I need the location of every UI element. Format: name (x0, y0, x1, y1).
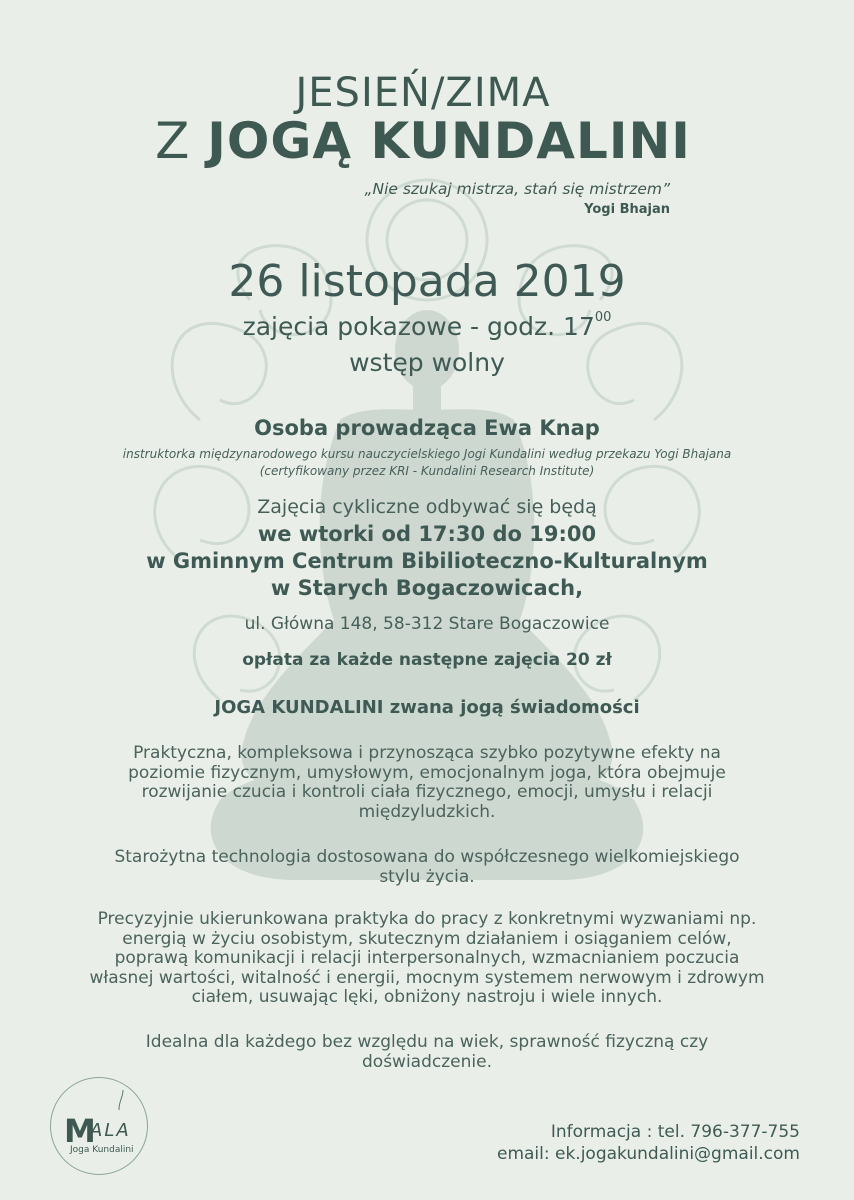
classes-where-1: w Gminnym Centrum Bibilioteczno-Kulturalnym (146, 549, 708, 573)
contact-phone: Informacja : tel. 796-377-755 (550, 1122, 800, 1142)
text-line: rozwijanie czucia i kontroli ciała fizycznego, emocji, umysłu i relacji (141, 782, 713, 802)
text-line: energią w życiu osobistym, skutecznym działaniem i osiąganiem celów, (122, 928, 732, 949)
text-line: poprawą komunikacji i relacji interpersonalnych, wzmacnianiem poczucia (114, 948, 740, 968)
classes-when: we wtorki od 17:30 do 19:00 (257, 522, 597, 546)
classes-address: ul. Główna 148, 58-312 Stare Bogaczowice (244, 614, 610, 634)
contact-email[interactable]: email: ek.jogakundalini@gmail.com (496, 1144, 800, 1164)
about-subtitle: JOGA KUNDALINI zwana jogą świadomości (214, 697, 640, 718)
classes-intro: Zajęcia cykliczne odbywać się będą (257, 496, 597, 518)
title-prefix: Z (155, 112, 191, 170)
logo-subtitle: Joga Kundalini (70, 1145, 134, 1155)
logo-letter-m: M (64, 1112, 97, 1150)
demo-session (0, 312, 854, 341)
title-bold: JOGĄ KUNDALINI (207, 112, 691, 170)
text-line: poziomie fizycznym, umysłowym, emocjonalnym joga, która obejmuje (128, 762, 726, 783)
logo-letters-ala: ALA (90, 1120, 131, 1141)
text-line: Precyzyjnie ukierunkowana praktyka do pracy z konkretnymi wyzwaniami np. (97, 909, 757, 929)
leaf-icon (118, 1090, 124, 1110)
text-line: Praktyczna, kompleksowa i przynosząca szybko pozytywne efekty na (133, 743, 721, 763)
text-line: własnej wartości, witalność i energii, mocnym systemem nerwowym i zdrowym (89, 967, 765, 988)
about-paragraph-3 (40, 910, 814, 1008)
quote: „Nie szukaj mistrza, stań się mistrzem” (364, 180, 670, 198)
demo-text: zajęcia pokazowe - godz. 17 (242, 312, 595, 341)
text-line: stylu życia. (379, 866, 475, 887)
admission: wstęp wolny (349, 348, 505, 377)
classes-fee: opłata za każde następne zajęcia 20 zł (242, 650, 612, 670)
about-paragraph-4 (40, 1033, 814, 1072)
text-line: ciałem, usuwając lęki, obniżony nastroju i wiele innych. (191, 987, 663, 1007)
text-line: doświadczenie. (362, 1051, 492, 1072)
text-line: międzyludzkich. (358, 801, 496, 822)
instructor-heading: Osoba prowadząca Ewa Knap (254, 416, 600, 440)
text-line: Starożytna technologia dostosowana do współczesnego wielkomiejskiego (114, 847, 740, 867)
about-paragraph-1 (40, 744, 814, 822)
about-paragraph-2 (40, 848, 814, 887)
instructor-desc-2: (certyfikowany przez KRI - Kundalini Research Institute) (259, 464, 595, 478)
text-line: Idealna dla każdego bez względu na wiek, sprawność fizyczną czy (145, 1032, 709, 1052)
instructor-desc-1: instruktorka międzynarodowego kursu nauczycielskiego Jogi Kundalini według przekazu Yogi Bhajana (122, 447, 732, 461)
title-line-1: JESIEŃ/ZIMA (295, 70, 551, 116)
title-line-2 (0, 112, 850, 170)
quote-author: Yogi Bhajan (584, 202, 670, 217)
event-date: 26 listopada 2019 (228, 256, 626, 307)
demo-time-sup: 00 (594, 310, 612, 325)
classes-where-2: w Starych Bogaczowicach, (270, 576, 584, 600)
